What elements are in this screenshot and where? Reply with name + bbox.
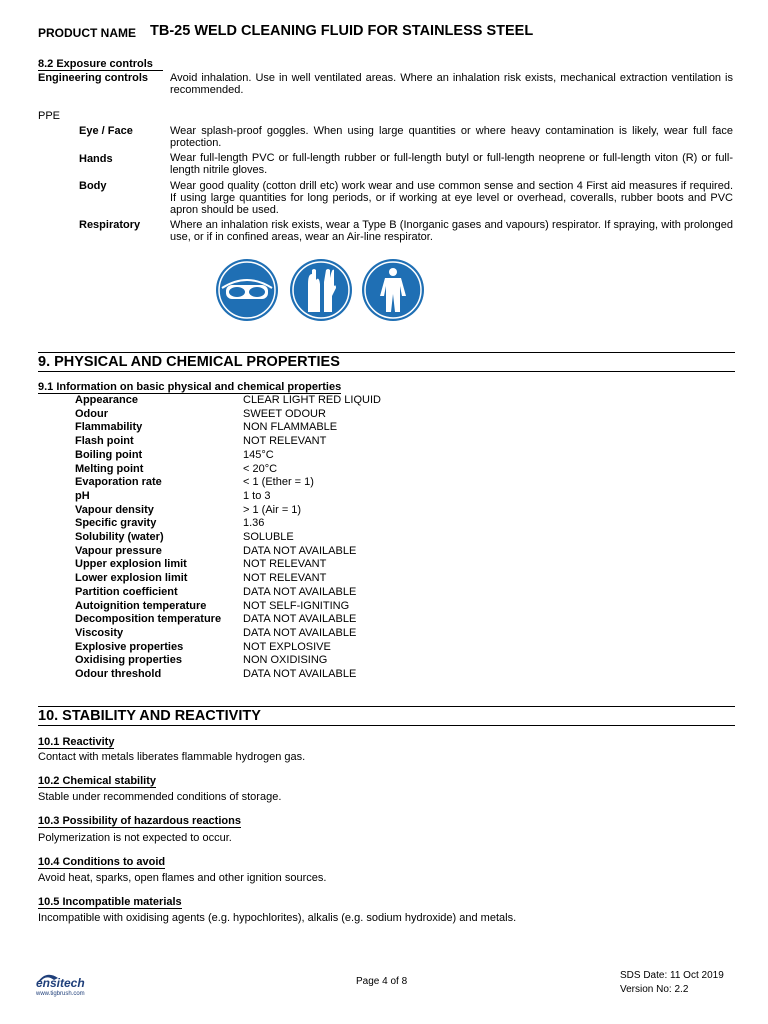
property-row (75, 531, 475, 544)
property-value: DATA NOT AVAILABLE (243, 613, 357, 626)
property-value: DATA NOT AVAILABLE (243, 585, 357, 598)
property-row (75, 421, 475, 434)
conditions-to-avoid-heading: 10.4 Conditions to avoid (38, 856, 166, 868)
property-row (75, 394, 475, 407)
property-row (75, 627, 475, 640)
property-value: DATA NOT AVAILABLE (243, 668, 357, 680)
chemical-stability-text: Stable under recommended conditions of storage. (38, 791, 282, 803)
property-row (75, 668, 475, 681)
logo-text: ensitech (36, 976, 85, 990)
property-name: Specific gravity (75, 517, 157, 530)
property-name: Flammability (75, 421, 143, 434)
property-row (75, 490, 475, 503)
property-value: 1 to 3 (243, 489, 271, 502)
property-name: Oxidising properties (75, 654, 182, 667)
ensitech-logo (36, 968, 116, 1001)
property-value: NOT RELEVANT (243, 572, 327, 585)
property-value: < 20°C (243, 462, 278, 475)
property-value: SOLUBLE (243, 531, 294, 543)
page-number: Page 4 of 8 (356, 976, 408, 987)
property-value: NOT RELEVANT (243, 558, 327, 571)
property-row (75, 545, 475, 558)
conditions-to-avoid-text: Avoid heat, sparks, open flames and other ignition sources. (38, 872, 327, 884)
ppe-eye-text: Wear splash-proof goggles. When using large quantities or where heavy contamination is likely, wear full face protection. (170, 125, 733, 149)
property-name: Upper explosion limit (75, 558, 187, 571)
property-name: pH (75, 489, 90, 502)
sds-date: SDS Date: 11 Oct 2019 (620, 970, 724, 981)
reactivity-text: Contact with metals liberates flammable hydrogen gas. (38, 751, 306, 763)
gloves-icon (286, 258, 356, 322)
property-name: Lower explosion limit (75, 572, 188, 585)
property-name: Vapour density (75, 503, 154, 516)
section-9-1-heading: 9.1 Information on basic physical and chemical properties (38, 381, 342, 393)
property-row (75, 435, 475, 448)
property-row (75, 600, 475, 613)
property-value: SWEET ODOUR (243, 407, 326, 420)
property-name: Flash point (75, 435, 134, 448)
property-name: Melting point (75, 462, 144, 475)
product-name-label: PRODUCT NAME (38, 26, 136, 40)
ppe-body-text: Wear good quality (cotton drill etc) work wear and use common sense and section 4 First aid measures if required. If using large quantities for long periods, or if working at eye level or overhead, coveralls, rubber boots and PVC apron should be used. (170, 180, 733, 216)
property-row (75, 586, 475, 599)
hazardous-reactions-heading: 10.3 Possibility of hazardous reactions (38, 815, 241, 827)
property-row (75, 641, 475, 654)
property-name: Partition coefficient (75, 585, 178, 598)
property-name: Vapour pressure (75, 544, 162, 557)
version-number: Version No: 2.2 (620, 984, 689, 995)
property-value: 1.36 (243, 517, 265, 530)
property-value: > 1 (Air = 1) (243, 503, 302, 516)
property-name: Viscosity (75, 626, 124, 639)
property-row (75, 504, 475, 517)
property-name: Evaporation rate (75, 476, 162, 489)
property-value: NOT RELEVANT (243, 435, 327, 448)
property-value: NOT SELF-IGNITING (243, 599, 350, 612)
chemical-stability-heading: 10.2 Chemical stability (38, 775, 156, 787)
ppe-body-label: Body (79, 180, 107, 192)
property-value: NOT EXPLOSIVE (243, 640, 331, 653)
sds-info (620, 969, 724, 997)
property-row (75, 449, 475, 462)
property-row (75, 517, 475, 530)
property-name: Odour threshold (75, 668, 162, 680)
property-value: < 1 (Ether = 1) (243, 476, 314, 489)
exposure-controls-heading: 8.2 Exposure controls (38, 58, 163, 71)
ppe-respiratory-text: Where an inhalation risk exists, wear a Type B (Inorganic gases and vapours) respirator. If spraying, with prolonged use, or if in confined areas, wear an Air-line respirator. (170, 219, 733, 243)
property-row (75, 572, 475, 585)
incompatible-materials-text: Incompatible with oxidising agents (e.g. hypochlorites), alkalis (e.g. sodium hydroxide) and metals. (38, 912, 517, 924)
section-9-title: 9. PHYSICAL AND CHEMICAL PROPERTIES (38, 354, 340, 370)
ppe-respiratory-label: Respiratory (79, 219, 141, 231)
property-value: CLEAR LIGHT RED LIQUID (243, 394, 381, 406)
ppe-eye-label: Eye / Face (79, 125, 133, 137)
logo-url: www.tigbrush.com (36, 991, 85, 997)
property-row (75, 654, 475, 667)
property-value: DATA NOT AVAILABLE (243, 544, 357, 557)
property-value: NON FLAMMABLE (243, 421, 338, 434)
property-value: NON OXIDISING (243, 654, 328, 667)
ppe-hands-text: Wear full-length PVC or full-length rubber or full-length butyl or full-length neoprene or full-length viton (R) or full-length nitrile gloves. (170, 152, 733, 176)
property-name: Appearance (75, 394, 138, 406)
coverall-icon (358, 258, 428, 322)
property-name: Odour (75, 407, 108, 420)
ppe-label: PPE (38, 110, 61, 122)
property-row (75, 408, 475, 421)
property-name: Autoignition temperature (75, 599, 207, 612)
hazardous-reactions-text: Polymerization is not expected to occur. (38, 832, 232, 844)
property-name: Explosive properties (75, 640, 184, 653)
section-10-title: 10. STABILITY AND REACTIVITY (38, 708, 261, 724)
property-name: Decomposition temperature (75, 613, 222, 626)
reactivity-heading: 10.1 Reactivity (38, 736, 115, 748)
property-row (75, 476, 475, 489)
incompatible-materials-heading: 10.5 Incompatible materials (38, 896, 182, 908)
product-title: TB-25 WELD CLEANING FLUID FOR STAINLESS STEEL (150, 23, 534, 39)
property-name: Solubility (water) (75, 531, 164, 543)
engineering-controls-label: Engineering controls (38, 72, 149, 84)
property-row (75, 558, 475, 571)
property-value: 145°C (243, 448, 274, 461)
property-row (75, 613, 475, 626)
property-name: Boiling point (75, 448, 143, 461)
ppe-hands-label: Hands (79, 153, 113, 165)
engineering-controls-text: Avoid inhalation. Use in well ventilated areas. Where an inhalation risk exists, mechanical extraction ventilation is recommended. (170, 72, 733, 96)
property-row (75, 463, 475, 476)
goggles-icon (212, 258, 282, 322)
property-value: DATA NOT AVAILABLE (243, 626, 357, 639)
